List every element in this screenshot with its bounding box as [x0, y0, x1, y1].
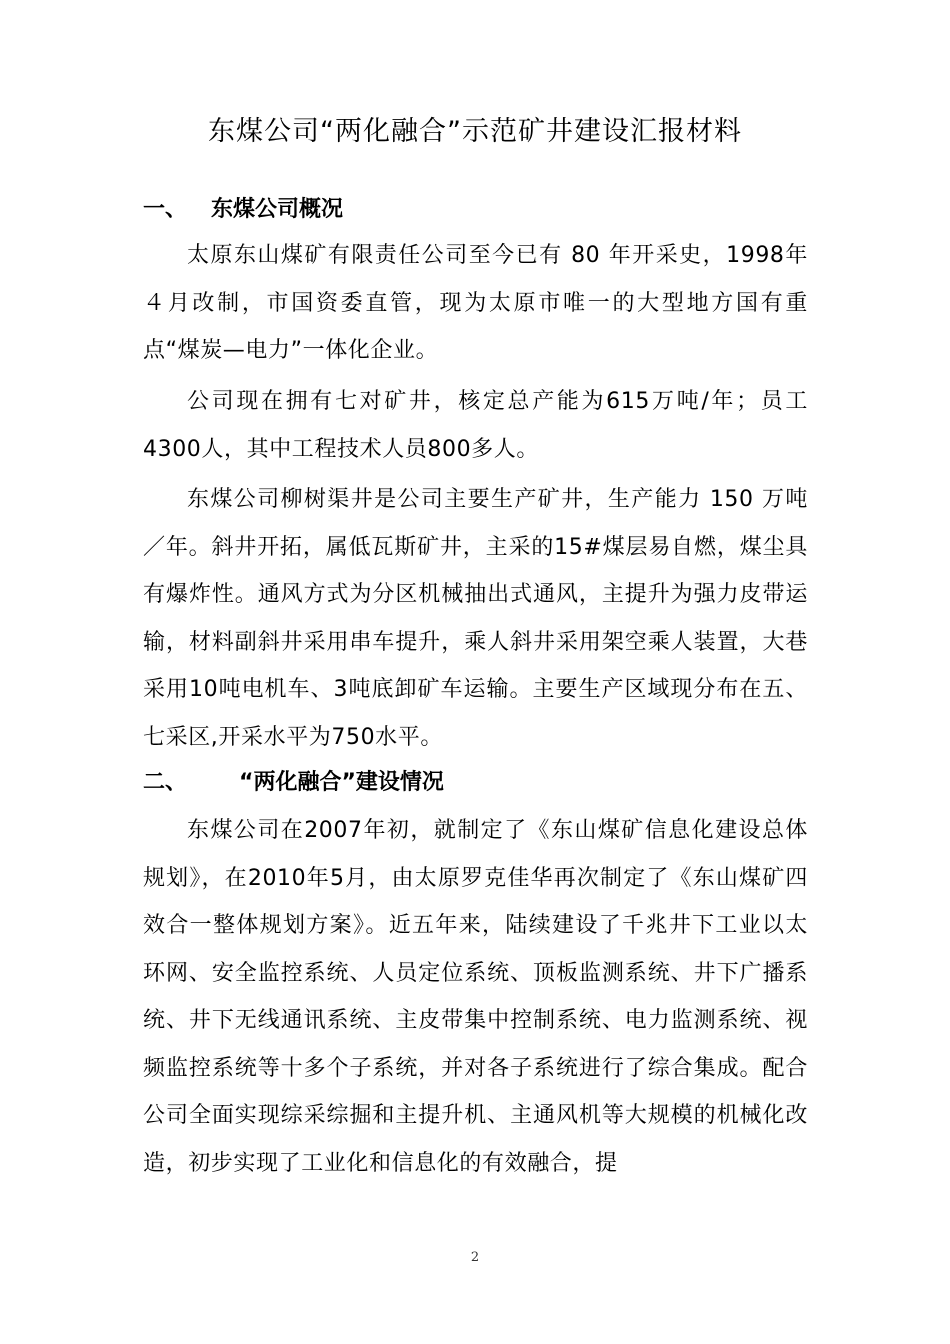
paragraph: 东煤公司在2007年初，就制定了《东山煤矿信息化建设总体规划》，在2010年5月，由太原罗克佳华再次制定了《东山煤矿四效合一整体规划方案》。近五年来，陆续建设了千兆井下工业以太环网、安全监控系统、人员定位系统、顶板监测系统、井下广播系统、井下无线通讯系统、主皮带集中控制系统、电力监测系统、视频监控系统等十多个子系统，并对各子系统进行了综合集成。配合公司全面实现综采综掘和主提升机、主通风机等大规模的机械化改造，初步实现了工业化和信息化的有效融合，提 [143, 818, 808, 1176]
section-number: 一、 [143, 197, 188, 222]
paragraph: 东煤公司柳树渠井是公司主要生产矿井，生产能力 150 万吨／年。斜井开拓，属低瓦斯矿井，主采的15#煤层易自燃，煤尘具有爆炸性。通风方式为分区机械抽出式通风，主提升为强力皮带运输，材料副斜井采用串车提升，乘人斜井采用架空乘人装置，大巷采用10吨电机车、3吨底卸矿车运输。主要生产区域现分布在五、七采区,开采水平为750水平。 [143, 487, 808, 750]
section-title: 东煤公司概况 [211, 197, 344, 222]
section-heading-2 [143, 765, 444, 801]
paragraph: 公司现在拥有七对矿井，核定总产能为615万吨/年；员工4300人，其中工程技术人员800多人。 [143, 389, 808, 462]
section-heading-1 [143, 192, 343, 228]
paragraph: 太原东山煤矿有限责任公司至今已有 80 年开采史，1998年４月改制，市国资委直管，现为太原市唯一的大型地方国有重点“煤炭—电力”一体化企业。 [143, 243, 808, 363]
section-title: “两化融合”建设情况 [239, 770, 444, 795]
document-title: 东煤公司“两化融合”示范矿井建设汇报材料 [208, 116, 742, 147]
section-number: 二、 [143, 770, 188, 795]
page-number: 2 [470, 1250, 480, 1265]
